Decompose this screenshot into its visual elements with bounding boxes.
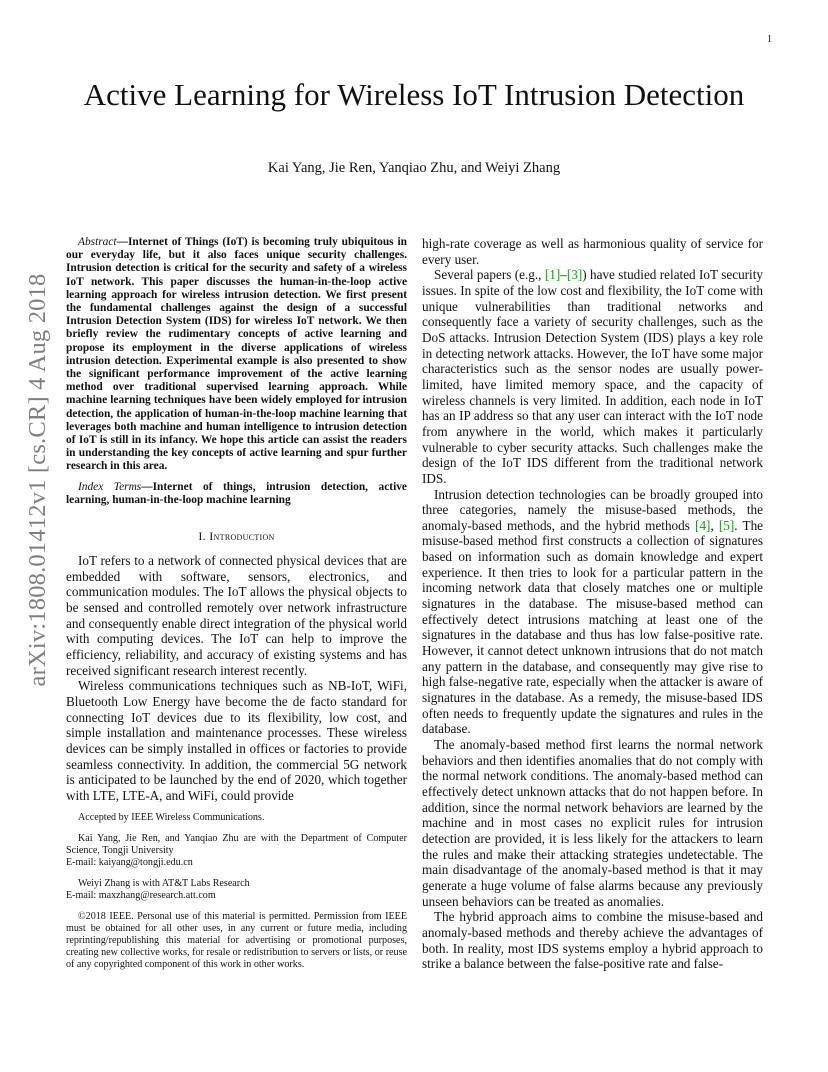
author-list: Kai Yang, Jie Ren, Yanqiao Zhu, and Weiyi Zhang [267, 160, 561, 176]
text-run: – [560, 267, 567, 283]
footnote-copyright: ©2018 IEEE. Personal use of this material is permitted. Permission from IEEE must be obtained for all other uses, in any current or future media, including reprinting/republishing this material for advertising or promotional purposes, creating new collective works, for resale or redistribution to servers or lists, or reuse of any copyrighted component of this work in other works. [66, 910, 407, 970]
right-column [422, 236, 763, 972]
affiliation-att-text: Weiyi Zhang is with AT&T Labs Research [78, 877, 250, 889]
index-terms-label: Index Terms [78, 480, 142, 493]
index-terms [66, 481, 407, 507]
footnote-accepted: Accepted by IEEE Wireless Communications. [78, 811, 265, 823]
citation-link-5[interactable]: [5] [718, 517, 735, 533]
footnote-affiliation-att [66, 878, 407, 902]
body-paragraph-hybrid: The hybrid approach aims to combine the misuse-based and anomaly-based methods and thereby achieve the advantages of both. In reality, most IDS systems employ a hybrid approach to strike a balance between the false-positive rate and false- [422, 909, 763, 972]
index-terms-body: —Internet of things, intrusion detection, active learning, human-in-the-loop machine learning [66, 480, 407, 506]
text-run: , [710, 517, 719, 533]
affiliation-tongji-email: E-mail: kaiyang@tongji.edu.cn [66, 856, 193, 868]
abstract-label: Abstract [78, 236, 117, 248]
abstract-body: —Internet of Things (IoT) is becoming truly ubiquitous in our everyday life, but it also faces unique security challenges. Intrusion detection is critical for the security and safety of a wireless IoT network. This paper discusses the human-in-the-loop active learning approach for wireless intrusion detection. We first present the fundamental challenges against the design of a successful Intrusion Detection System (IDS) for wireless IoT network. We then briefly review the rudimentary concepts of active learning and propose its employment in the diverse applications of wireless intrusion detection. Experimental example is also presented to show the significant performance improvement of the active learning method over traditional supervised learning approach. While machine learning techniques have been widely employed for intrusion detection, the application of human-in-the-loop machine learning that leverages both machine and human intelligence to intrusion detection of IoT is still in its infancy. We hope this article can assist the readers in understanding the key concepts of active learning and spur further research in this area. [66, 236, 407, 473]
arxiv-identifier-stamp: arXiv:1808.01412v1 [cs.CR] 4 Aug 2018 [24, 273, 51, 687]
left-column [66, 236, 407, 980]
intro-paragraph-1: IoT refers to a network of connected physical devices that are embedded with software, sensors, electronics, and communication modules. The IoT allows the physical objects to be sensed and controlled remotely over network infrastructure and consequently enable direct integration of the physical world with computing devices. The IoT can help to improve the efficiency, reliability, and accuracy of existing systems and has received significant research interest recently. [66, 553, 407, 678]
text-run: ) have studied related IoT security issues. In spite of the low cost and flexibility, the IoT come with unique vulnerabilities than traditional networks and consequently face a variety of security challenges, such as the DoS attacks. Intrusion Detection System (IDS) plays a key role in detecting network attacks. However, the IoT have some major characteristics such as the sensor nodes are usually power-limited, have limited memory space, and the capacity of wireless channels is very limited. In addition, each node in IoT has an IP address so that any user can interact with the IoT node from anywhere in the world, which makes it particularly vulnerable to cyber security attacks. Such challenges make the design of the IoT IDS different from the traditional network IDS. [422, 267, 763, 486]
text-run: . The misuse-based method first constructs a collection of signatures based on information such as domain knowledge and expert experience. It then tries to look for a particular pattern in the incoming network data that closely matches one or multiple signatures in the database. The misuse-based method can effectively detect intrusions matching at least one of the signatures in the database and thus has low false-positive rate. However, it cannot detect unknown intrusions that do not match any pattern in the database, and consequently may give rise to high false-negative rate, especially when the attacker is aware of signatures in the database. As a remedy, the misuse-based IDS often needs to frequently update the signatures and rules in the database. [422, 517, 764, 737]
section-heading-introduction: I. Introduction [198, 529, 275, 544]
footnote-separator [66, 804, 407, 812]
body-paragraph-detection-categories [422, 487, 763, 738]
abstract [66, 236, 407, 474]
body-paragraph-continuation: high-rate coverage as well as harmonious quality of service for every user. [422, 236, 763, 267]
text-run: Several papers (e.g., [434, 267, 545, 283]
citation-link-4[interactable]: [4] [695, 517, 711, 533]
paper-title: Active Learning for Wireless IoT Intrusion Detection [83, 77, 745, 112]
affiliation-att-email: E-mail: maxzhang@research.att.com [66, 889, 216, 901]
text-run: Intrusion detection technologies can be broadly grouped into three categories, namely the misuse-based methods, the anomaly-based methods, and the hybrid methods [422, 486, 763, 533]
body-paragraph-anomaly-based: The anomaly-based method first learns the normal network behaviors and then identifies anomalies that do not comply with the normal network conditions. The anomaly-based method can effectively detect unknown attacks that do not happen before. In addition, since the normal network behaviors are learned by the machine and in most cases no explicit rules for intrusion detection are provided, it is less likely for the attackers to learn the rules and make their attacking strategies undetectable. The main disadvantage of the anomaly-based method is that it may generate a huge volume of false alarms because any previously unseen behaviors can be treated as anomalies. [422, 737, 763, 909]
affiliation-tongji-text: Kai Yang, Jie Ren, and Yanqiao Zhu are with the Department of Computer Science, Tongji University [66, 832, 407, 856]
body-paragraph-security-issues [422, 267, 763, 486]
intro-paragraph-2: Wireless communications techniques such as NB-IoT, WiFi, Bluetooth Low Energy have become the de facto standard for connecting IoT devices due to its flexibility, low cost, and simple installation and maintenance processes. These wireless devices can be simply installed in offices or factories to provide seamless connectivity. In addition, the commercial 5G network is anticipated to be launched by the end of 2020, which together with LTE, LTE-A, and WiFi, could provide [66, 678, 407, 803]
footnote-affiliation-tongji [66, 833, 407, 869]
citation-link-3[interactable]: [3] [566, 267, 583, 283]
page-number: 1 [767, 34, 772, 45]
citation-link-1[interactable]: [1] [544, 267, 561, 283]
